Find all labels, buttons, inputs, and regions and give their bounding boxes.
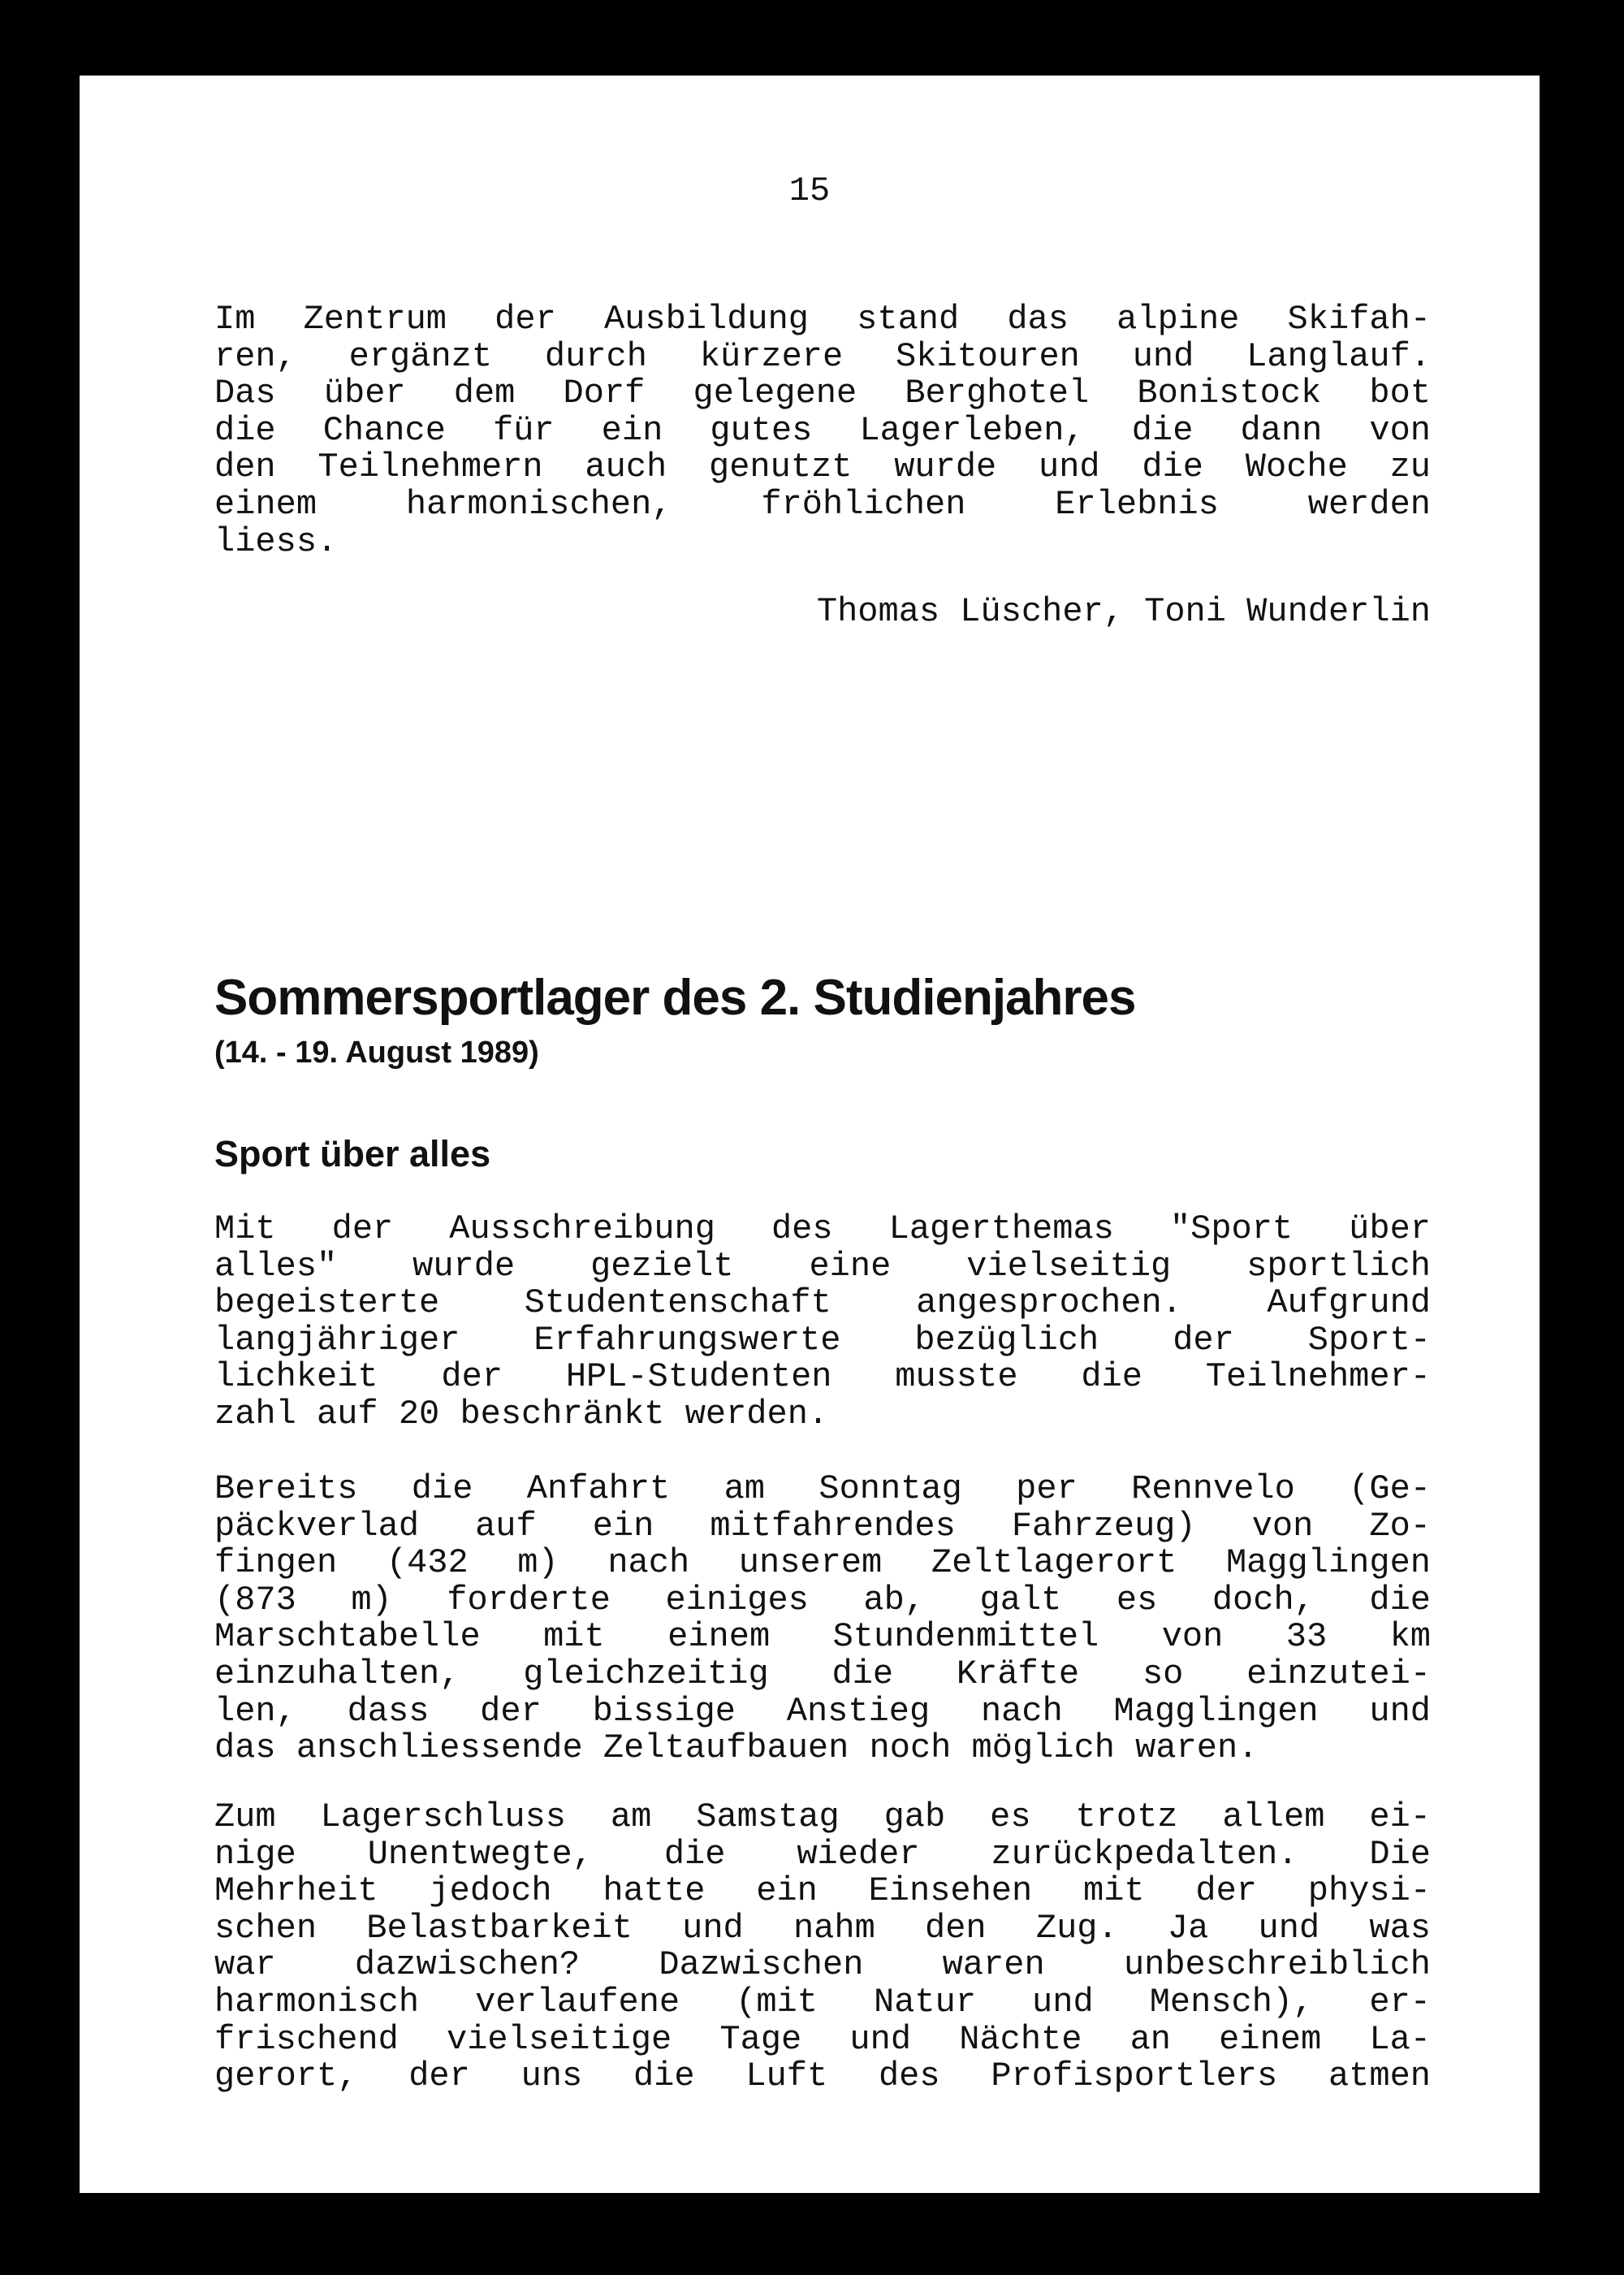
paragraph-line: den Teilnehmern auch genutzt wurde und die Woche zu [214,448,1431,487]
paragraph-line: päckverlad auf ein mitfahrendes Fahrzeug) von Zo- [214,1506,1431,1546]
paragraph-line: (873 m) forderte einiges ab, galt es doch, die [214,1580,1431,1620]
paragraph-line: Marschtabelle mit einem Stundenmittel von 33 km [214,1617,1431,1657]
paragraph-line: begeisterte Studentenschaft angesprochen. Aufgrund [214,1283,1431,1323]
paragraph-line: nige Unentwegte, die wieder zurückpedalten. Die [214,1834,1431,1874]
paragraph-line: zahl auf 20 beschränkt werden. [214,1394,829,1434]
paragraph-line: ren, ergänzt durch kürzere Skitouren und Langlauf. [214,336,1431,376]
section-date: (14. - 19. August 1989) [214,1036,539,1070]
paragraph-line: alles" wurde gezielt eine vielseitig sportlich [214,1246,1431,1286]
paragraph-line: schen Belastbarkeit und nahm den Zug. Ja und was [214,1908,1431,1948]
intro-paragraph [214,301,1431,560]
paragraph-line: frischend vielseitige Tage und Nächte an einem La- [214,2019,1431,2059]
section-title: Sommersportlager des 2. Studienjahres [214,970,1136,1026]
paragraph-line: die Chance für ein gutes Lagerleben, die dann von [214,410,1431,450]
paragraph-line: Mehrheit jedoch hatte ein Einsehen mit der physi- [214,1871,1431,1911]
paragraph-line: lichkeit der HPL-Studenten musste die Teilnehmer- [214,1357,1431,1397]
paragraph-line: einem harmonischen, fröhlichen Erlebnis werden [214,484,1431,524]
paragraph-line: Mit der Ausschreibung des Lagerthemas "Sport über [214,1209,1431,1248]
paragraph-line: war dazwischen? Dazwischen waren unbeschreiblich [214,1945,1431,1985]
body-paragraph-1 [214,1211,1431,1434]
paragraph-line: fingen (432 m) nach unserem Zeltlagerort Magglingen [214,1543,1431,1583]
signature: Thomas Lüscher, Toni Wunderlin [816,592,1431,631]
paragraph-line: einzuhalten, gleichzeitig die Kräfte so einzutei- [214,1654,1431,1693]
paragraph-line: Das über dem Dorf gelegene Berghotel Bonistock bot [214,374,1431,413]
paragraph-line: das anschliessende Zeltaufbauen noch möglich waren. [214,1728,1259,1768]
paragraph-line: langjähriger Erfahrungswerte bezüglich der Sport- [214,1320,1431,1360]
body-paragraph-2 [214,1471,1431,1767]
paragraph-line: len, dass der bissige Anstieg nach Magglingen und [214,1691,1431,1731]
paragraph-line: Zum Lagerschluss am Samstag gab es trotz allem ei- [214,1797,1431,1836]
paragraph-line: gerort, der uns die Luft des Profisportlers atmen [214,2057,1431,2096]
paragraph-line: Bereits die Anfahrt am Sonntag per Rennvelo (Ge- [214,1469,1431,1508]
page-number: 15 [788,171,831,210]
paragraph-line: Im Zentrum der Ausbildung stand das alpine Skifah- [214,300,1431,339]
paragraph-line: liess. [214,521,338,561]
paragraph-line: harmonisch verlaufene (mit Natur und Mensch), er- [214,1982,1431,2022]
section-subtitle: Sport über alles [214,1133,491,1174]
body-paragraph-3 [214,1799,1431,2096]
document-page [80,76,1540,2193]
